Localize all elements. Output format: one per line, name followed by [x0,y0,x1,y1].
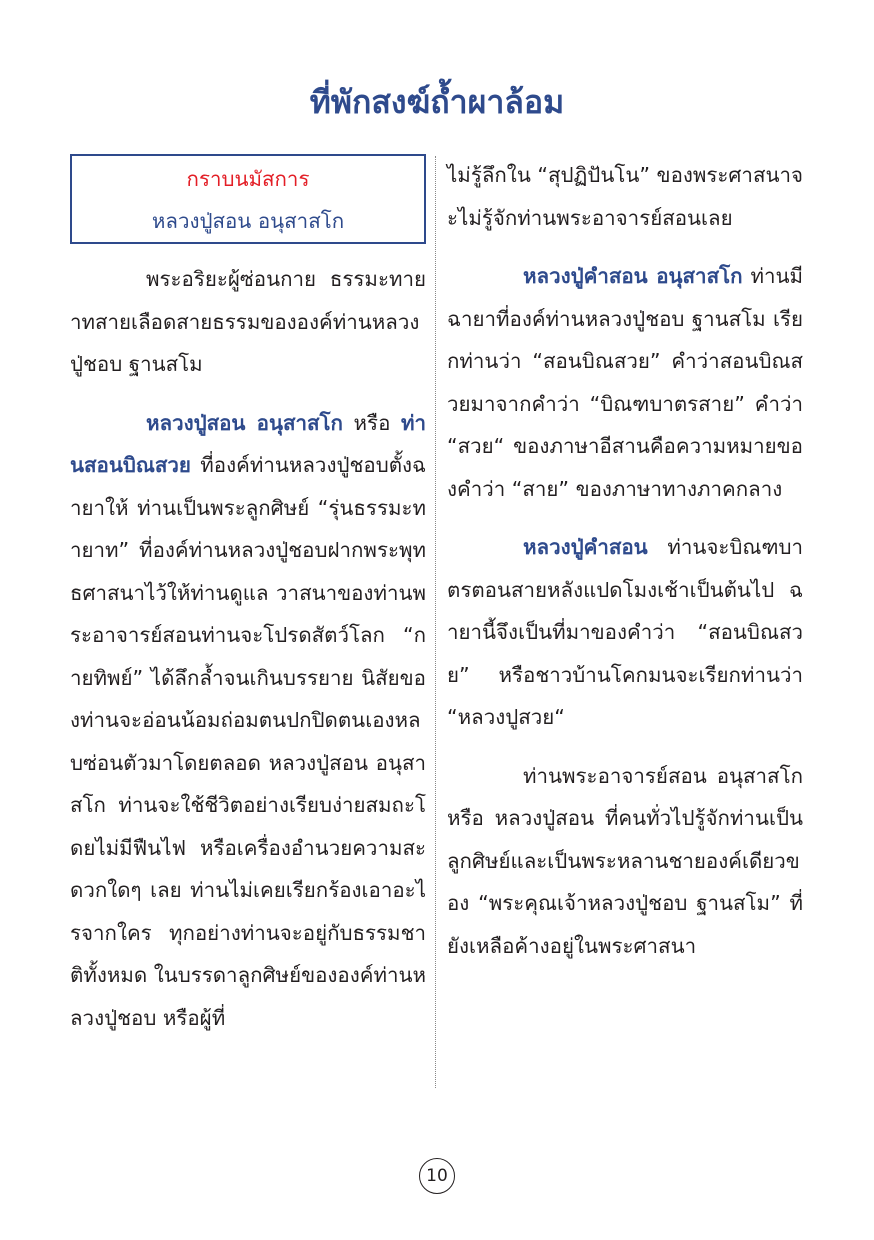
title-box-line2: หลวงปู่สอน อนุสาสโก [151,209,345,233]
left-paragraph-2 [70,402,426,1040]
page-title: ที่พักสงฆ์ถ้ำผาล้อม [309,83,565,121]
highlight-name: หลวงปู่คำสอน [523,535,648,559]
right-paragraph-2 [447,255,803,510]
title-box [70,154,426,244]
right-paragraph-4: ท่านพระอาจารย์สอน อนุสาสโก หรือ หลวงปู่สอน ที่คนทั่วไปรู้จักท่านเป็นลูกศิษย์และเป็นพระหลานชายองค์เดียวของ “พระคุณเจ้าหลวงปู่ชอบ ฐานสโม” ที่ยังเหลือค้างอยู่ในพระศาสนา [447,763,803,958]
title-box-line1: กราบนมัสการ [186,167,310,191]
right-paragraph-3 [447,526,803,739]
right-column [447,154,803,983]
highlight-name: หลวงปู่สอน อนุสาสโก [146,410,343,435]
left-column [70,154,426,1055]
right-paragraph-1: ไม่รู้ลึกใน “สุปฏิปันโน” ของพระศาสนาจะไม่รู้จักท่านพระอาจารย์สอนเลย [447,163,803,230]
paragraph-text: ท่านจะบิณฑบาตรตอนสายหลังแปดโมงเช้าเป็นต้นไป ฉายานี้จึงเป็นที่มาของคำว่า “สอนบิณสวย” หรือชาวบ้านโคกมนจะเรียกท่านว่า “หลวงปูสวย“ [447,535,803,729]
paragraph-text: ที่องค์ท่านหลวงปู่ชอบตั้งฉายาให้ ท่านเป็นพระลูกศิษย์ “รุ่นธรรมะทายาท” ที่องค์ท่านหลวงปู่ชอบฝากพระพุทธศาสนาไว้ให้ท่านดูแล วาสนาของท่านพระอาจารย์สอนท่านจะโปรดสัตว์โลก “กายทิพย์” ได้ลึกล้ำจนเกินบรรยาย นิสัยของท่านจะอ่อนน้อมถ่อมตนปกปิดตนเองหลบซ่อนตัวมาโดยตลอด หลวงปู่สอน อนุสาสโก ท่านจะใช้ชีวิตอย่างเรียบง่ายสมถะโดยไม่มีฟืนไฟ หรือเครื่องอำนวยความสะดวกใดๆ เลย ท่านไม่เคยเรียกร้องเอาอะไรจากใคร ทุกอย่างท่านจะอยู่กับธรรมชาติทั้งหมด ในบรรดาลูกศิษย์ขององค์ท่านหลวงปู่ชอบ หรือผู้ที่ [70,453,427,1030]
page-number: 10 [419,1158,455,1194]
paragraph-text: หรือ [342,410,401,435]
paragraph-text: ท่านมีฉายาที่องค์ท่านหลวงปู่ชอบ ฐานสโม เรียกท่านว่า “สอนบิณสวย” คำว่าสอนบิณสวยมาจากคำว่า “บิณฑบาตรสาย” คำว่า “สวย“ ของภาษาอีสานคือความหมายของคำว่า “สาย” ของภาษาทางภาคกลาง [447,264,803,501]
highlight-name: ท่านสอนบิณสวย [70,410,426,477]
highlight-name: หลวงปู่คำสอน อนุสาสโก [523,264,743,288]
left-paragraph-1: พระอริยะผู้ซ่อนกาย ธรรมะทายาทสายเลือดสายธรรมขององค์ท่านหลวงปู่ชอบ ฐานสโม [70,267,426,376]
column-divider [435,156,436,1088]
